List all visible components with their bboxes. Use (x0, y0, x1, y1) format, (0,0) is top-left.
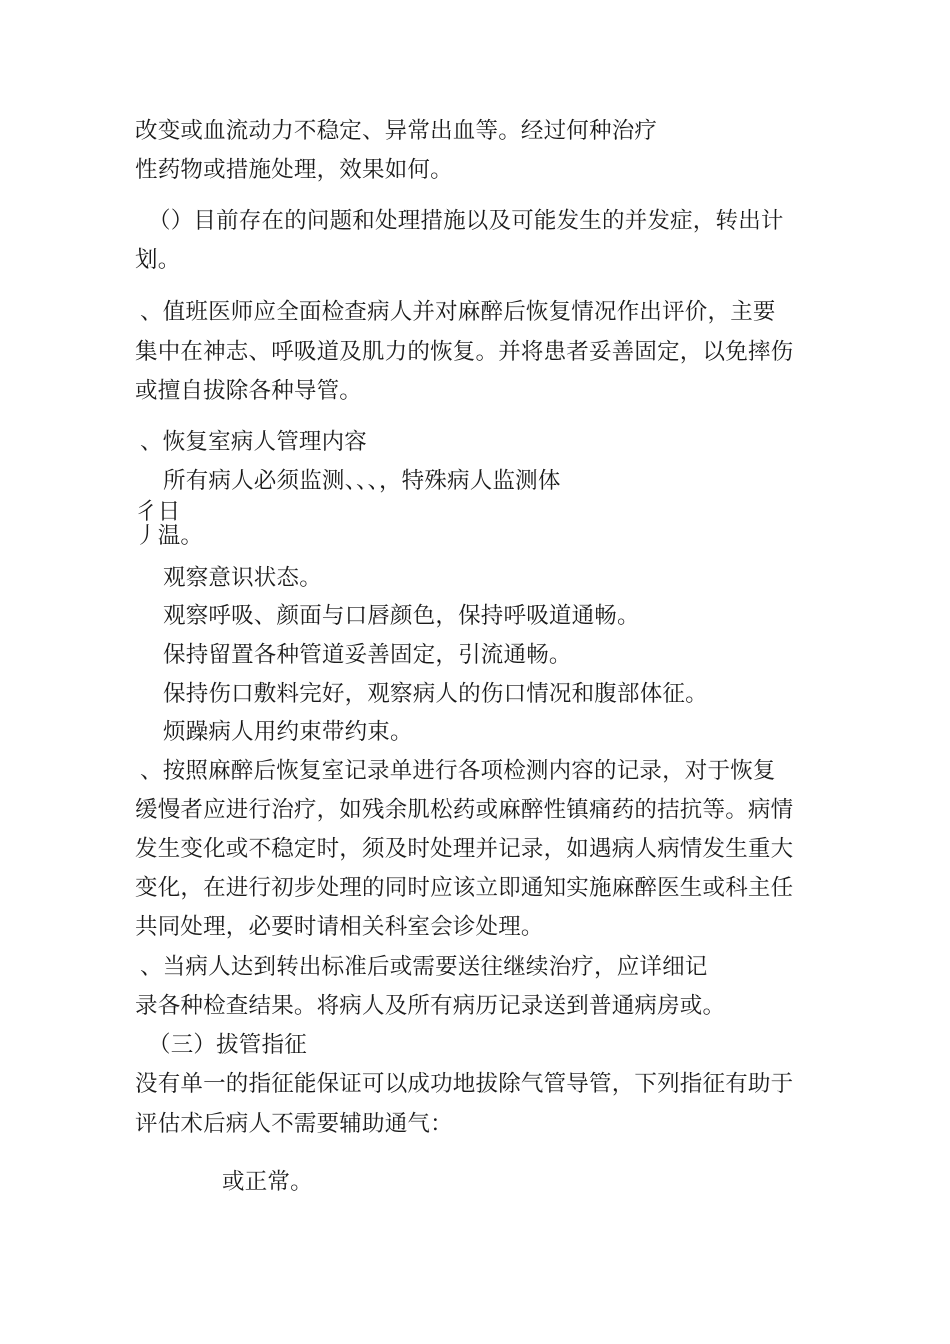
text-line: 共同处理，必要时请相关科室会诊处理。 (135, 914, 544, 940)
text-line: 划。 (135, 247, 181, 273)
text-line: 、恢复室病人管理内容 (140, 429, 368, 455)
text-line: 所有病人必须监测、、、，特殊病人监测体 (163, 468, 561, 494)
section-heading: （三）拔管指征 (148, 1032, 307, 1058)
text-line: 或擅自拔除各种导管。 (135, 378, 363, 404)
text-line: 保持伤口敷料完好，观察病人的伤口情况和腹部体征。 (163, 681, 708, 707)
text-line: 、按照麻醉后恢复室记录单进行各项检测内容的记录，对于恢复 (140, 758, 776, 784)
text-line: 改变或血流动力不稳定、异常出血等。经过何种治疗 (135, 118, 658, 144)
text-line: 彳日 (135, 499, 181, 525)
text-line: 集中在神志、呼吸道及肌力的恢复。并将患者妥善固定，以免摔伤 (135, 339, 794, 365)
text-line: 观察呼吸、颜面与口唇颜色，保持呼吸道通畅。 (163, 603, 640, 629)
text-line: 变化，在进行初步处理的同时应该立即通知实施麻醉医生或科主任 (135, 875, 794, 901)
text-line: 丿温。 (135, 523, 204, 549)
text-line: （）目前存在的问题和处理措施以及可能发生的并发症，转出计 (148, 208, 784, 234)
text-line: 、值班医师应全面检查病人并对麻醉后恢复情况作出评价，主要 (140, 299, 776, 325)
text-line: 没有单一的指征能保证可以成功地拔除气管导管，下列指征有助于 (135, 1071, 794, 1097)
text-line: 、当病人达到转出标准后或需要送往继续治疗，应详细记 (140, 954, 708, 980)
text-line: 烦躁病人用约束带约束。 (163, 719, 413, 745)
text-line: 评估术后病人不需要辅助通气： (135, 1111, 453, 1137)
text-line: 或正常。 (222, 1169, 313, 1195)
text-line: 发生变化或不稳定时，须及时处理并记录，如遇病人病情发生重大 (135, 836, 794, 862)
text-line: 录各种检查结果。将病人及所有病历记录送到普通病房或。 (135, 993, 726, 1019)
text-line: 观察意识状态。 (163, 565, 322, 591)
text-line: 缓慢者应进行治疗，如残余肌松药或麻醉性镇痛药的拮抗等。病情 (135, 797, 794, 823)
text-line: 保持留置各种管道妥善固定，引流通畅。 (163, 642, 572, 668)
text-line: 性药物或措施处理，效果如何。 (135, 157, 453, 183)
